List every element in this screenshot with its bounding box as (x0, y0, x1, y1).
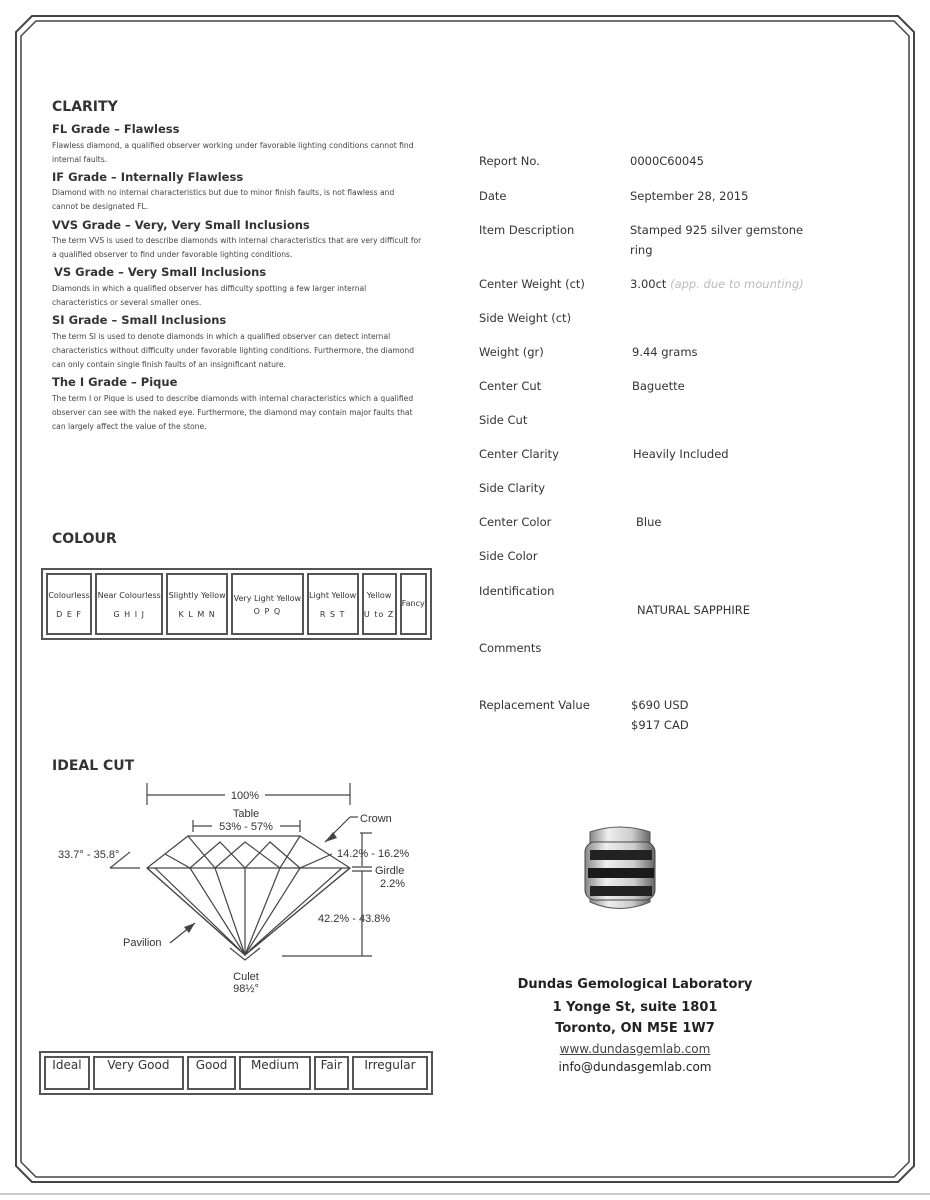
identification-label: Identification (479, 584, 555, 598)
grade-text: The term VVS is used to describe diamonds with internal characteristics that are very difficult for a qualified observer to find under favorable lighting conditions. (52, 236, 422, 259)
colour-label: Near Colourless (97, 590, 161, 600)
cut-grade-cell: Ideal (44, 1056, 90, 1090)
grade-heading: IF Grade – Internally Flawless (52, 170, 244, 184)
colour-label: Slightly Yellow (168, 590, 226, 600)
report-no-value: 0000C60045 (630, 154, 704, 168)
cut-grade-cell: Good (187, 1056, 236, 1090)
cut-grade-cell: Fair (314, 1056, 349, 1090)
crown-label: Crown (360, 813, 392, 825)
colour-cell (166, 573, 228, 635)
crown-height: 14.2% - 16.2% (337, 848, 410, 860)
replacement-value-label: Replacement Value (479, 698, 590, 712)
culet-label: Culet (233, 971, 259, 983)
grade-text: The term I or Pique is used to describe diamonds with internal characteristics which a qualified observer can see with the naked eye. Furthermore, the diamond may contain major faults that can largely affect the value of the stone. (52, 394, 414, 431)
ring-photo (560, 820, 660, 920)
lab-name: Dundas Gemological Laboratory (517, 977, 753, 992)
table-value: 53% - 57% (219, 821, 273, 833)
item-description-value: Stamped 925 silver gemstone ring (630, 223, 804, 257)
colour-cell (362, 573, 397, 635)
center-weight-value (630, 274, 804, 294)
replacement-value-cad: $917 CAD (631, 718, 689, 732)
colour-label: Fancy (401, 599, 425, 608)
center-color-label: Center Color (479, 515, 552, 529)
grade-text: Flawless diamond, a qualified observer working under favorable lighting conditions cannot find internal faults. (52, 141, 414, 164)
girdle-label: Girdle (375, 865, 405, 877)
colour-title: COLOUR (52, 531, 117, 547)
side-color-label: Side Color (479, 549, 538, 563)
item-description-label: Item Description (479, 223, 575, 237)
grade-heading: VS Grade – Very Small Inclusions (54, 265, 267, 279)
grade-text: Diamonds in which a qualified observer has difficulty spotting a few larger internal characteristics or several smaller ones. (52, 284, 367, 307)
identification-value: NATURAL SAPPHIRE (637, 603, 751, 617)
ideal-cut-title: IDEAL CUT (52, 758, 135, 774)
cut-grade-cell: Irregular (352, 1056, 428, 1090)
center-weight-label: Center Weight (ct) (479, 277, 585, 291)
colour-cell (46, 573, 92, 635)
grade-text: Diamond with no internal characteristics but due to minor finish faults, is not flawless and cannot be designated FL. (52, 188, 395, 211)
crown-angle: 33.7° - 35.8° (58, 849, 120, 861)
diamond-cut-diagram (50, 770, 430, 1000)
colour-cell (400, 573, 427, 635)
width-label: 100% (230, 790, 260, 802)
pavilion-depth: 42.2% - 43.8% (318, 913, 391, 925)
center-clarity-label: Center Clarity (479, 447, 559, 461)
colour-cell (231, 573, 304, 635)
grade-heading: VVS Grade – Very, Very Small Inclusions (52, 218, 310, 232)
table-label: Table (232, 808, 260, 820)
pavilion-label: Pavilion (123, 937, 162, 949)
weight-value: 9.44 grams (632, 345, 698, 359)
date-value: September 28, 2015 (630, 189, 749, 203)
center-weight-note: (app. due to mounting) (670, 277, 804, 291)
lab-website-link[interactable]: www.dundasgemlab.com (559, 1042, 711, 1056)
colour-letters: R S T (319, 609, 346, 619)
replacement-value-usd: $690 USD (631, 698, 689, 712)
colour-scale-table (41, 568, 432, 640)
colour-letters: G H I J (113, 609, 145, 619)
side-clarity-label: Side Clarity (479, 481, 546, 495)
culet-value: 98½° (233, 983, 259, 995)
girdle-value: 2.2% (380, 878, 406, 890)
colour-cell (307, 573, 359, 635)
date-label: Date (479, 189, 507, 203)
clarity-title: CLARITY (52, 99, 118, 115)
center-weight: 3.00ct (630, 277, 667, 291)
colour-letters: D E F (56, 609, 83, 619)
colour-cell (95, 573, 163, 635)
center-cut-value: Baguette (632, 379, 685, 393)
colour-label: Light Yellow (309, 590, 357, 600)
side-weight-label: Side Weight (ct) (479, 311, 572, 325)
grade-heading: FL Grade – Flawless (52, 122, 180, 136)
comments-label: Comments (479, 641, 542, 655)
grade-heading: SI Grade – Small Inclusions (52, 313, 227, 327)
side-cut-label: Side Cut (479, 413, 528, 427)
lab-address-line1: 1 Yonge St, suite 1801 (552, 1000, 718, 1015)
colour-label: Yellow (366, 590, 392, 600)
colour-letters: U to Z (363, 609, 395, 619)
center-cut-label: Center Cut (479, 379, 542, 393)
colour-letters: K L M N (178, 609, 216, 619)
cut-grade-cell: Very Good (93, 1056, 184, 1090)
grade-heading: The I Grade – Pique (52, 375, 178, 389)
center-clarity-value: Heavily Included (633, 447, 729, 461)
cut-grade-cell: Medium (239, 1056, 311, 1090)
colour-label: Very Light Yellow (233, 593, 302, 603)
lab-email[interactable]: info@dundasgemlab.com (558, 1060, 712, 1074)
colour-letters: O P Q (253, 606, 282, 616)
center-color-value: Blue (636, 515, 662, 529)
colour-label: Colourless (48, 590, 90, 600)
cut-grade-table (39, 1051, 433, 1095)
grade-text: The term SI is used to denote diamonds in which a qualified observer can detect internal characteristics without difficulty under favorable lighting conditions. Furthermore, the diamond can only contain single finish faults of an insignificant nature. (52, 332, 415, 369)
report-no-label: Report No. (479, 154, 540, 168)
lab-address-line2: Toronto, ON M5E 1W7 (555, 1021, 715, 1036)
weight-label: Weight (gr) (479, 345, 544, 359)
